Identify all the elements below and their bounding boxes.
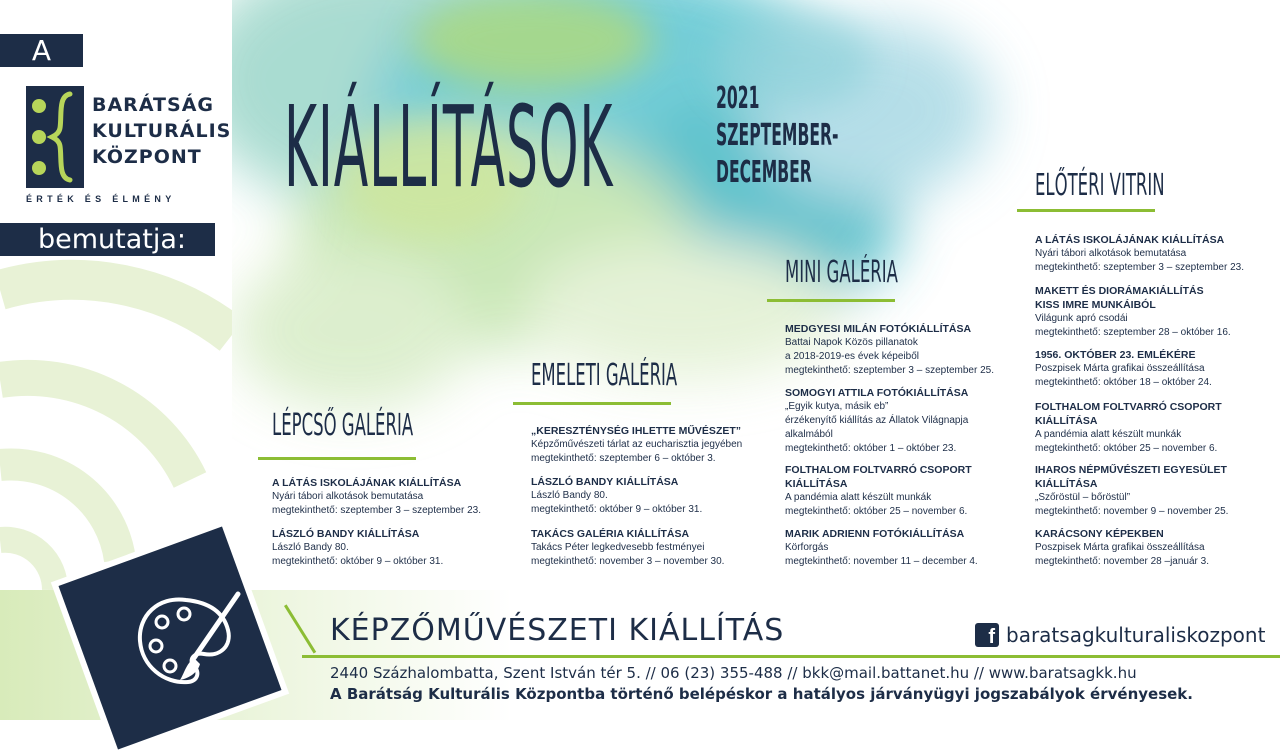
exhibit-desc: Nyári tábori alkotások bemutatása [1035,248,1187,259]
exhibit-title: LÁSZLÓ BANDY KIÁLLÍTÁSA [531,476,679,488]
exhibit-title: FOLTHALOM FOLTVARRÓ CSOPORT [1035,401,1222,413]
exhibit-desc: A pandémia alatt készült munkák [785,492,932,503]
exhibit-date: megtekinthető: szeptember 3 – szeptember 23. [1035,262,1245,273]
exhibit-item [531,424,791,466]
facebook-icon[interactable]: f [975,623,999,647]
exhibit-title-cont: KIÁLLÍTÁSA [785,478,848,490]
exhibit-date: megtekinthető: november 3 – november 30. [531,556,725,567]
exhibit-desc: László Bandy 80. [531,490,608,501]
exhibit-title: MARIK ADRIENN FOTÓKIÁLLÍTÁSA [785,528,965,540]
exhibit-date: megtekinthető: november 28 –január 3. [1035,556,1209,567]
section-title-lepcso: LÉPCSŐ GALÉRIA [272,408,414,443]
exhibit-date: megtekinthető: október 9 – október 31. [531,504,703,515]
contact-info: 2440 Százhalombatta, Szent István tér 5. // 06 (23) 355-488 // bkk@mail.battanet.hu // www.baratsagkk.hu [330,664,1137,682]
logo-line-1: BARÁTSÁG [92,94,214,116]
section-divider [513,402,671,405]
exhibit-title: A LÁTÁS ISKOLÁJÁNAK KIÁLLÍTÁSA [1035,234,1225,246]
exhibit-desc: Takács Péter legkedvesebb festményei [531,542,705,553]
section-title-mini: MINI GALÉRIA [785,255,898,290]
exhibit-title: KARÁCSONY KÉPEKBEN [1035,528,1164,540]
exhibit-date: megtekinthető: október 9 – október 31. [272,556,444,567]
intro-a-label: A [0,34,83,67]
section-divider [258,457,416,460]
exhibit-item [785,527,1045,569]
exhibit-title: TAKÁCS GALÉRIA KIÁLLÍTÁSA [531,528,690,540]
exhibit-item [1035,233,1280,275]
exhibit-title-cont: KIÁLLÍTÁSA [1035,415,1098,427]
exhibit-title-cont: KIÁLLÍTÁSA [1035,478,1098,490]
exhibit-item [1035,400,1280,456]
exhibit-date: megtekinthető: november 11 – december 4. [785,556,978,567]
exhibit-title: MEDGYESI MILÁN FOTÓKIÁLLÍTÁSA [785,323,972,335]
exhibit-desc: Körforgás [785,542,829,553]
exhibit-desc: érzékenyítő kiállítás az Állatok Világnapja [785,415,969,426]
exhibit-item [785,322,1045,378]
exhibit-item [1035,348,1280,390]
exhibit-item [1035,463,1280,519]
exhibit-title-cont: KISS IMRE MUNKÁIBÓL [1035,299,1156,311]
page-title: KIÁLLÍTÁSOK [284,83,614,213]
exhibit-desc: a 2018-2019-es évek képeiből [785,351,919,362]
section-title-eloteri: ELŐTÉRI VITRIN [1035,168,1165,203]
exhibit-desc: alkalmából [785,429,833,440]
footer-divider [302,655,1280,658]
section-title-emeleti: EMELETI GALÉRIA [531,358,678,393]
exhibit-title: MAKETT ÉS DIORÁMAKIÁLLÍTÁS [1035,285,1204,297]
exhibit-item [272,527,532,569]
exhibit-date: megtekinthető: szeptember 3 – szeptember 23. [272,505,482,516]
exhibit-date: megtekinthető: szeptember 3 – szeptember 25. [785,365,995,376]
footer-title: KÉPZŐMŰVÉSZETI KIÁLLÍTÁS [330,613,785,648]
exhibit-date: megtekinthető: november 9 – november 25. [1035,506,1229,517]
exhibit-item [1035,284,1280,340]
exhibit-desc: „Egyik kutya, másik eb” [785,401,889,412]
exhibit-desc: Battai Napok Közös pillanatok [785,337,918,348]
exhibit-title: IHAROS NÉPMŰVÉSZETI EGYESÜLET [1035,464,1227,476]
logo-mark-icon [26,86,84,188]
exhibit-item [531,527,791,569]
exhibit-date: megtekinthető: szeptember 28 – október 16. [1035,327,1231,338]
exhibit-date: megtekinthető: október 25 – november 6. [785,506,968,517]
section-divider [1017,209,1155,212]
year-label: 2021 [716,81,760,116]
exhibit-date: megtekinthető: október 18 – október 24. [1035,377,1212,388]
exhibit-title: A LÁTÁS ISKOLÁJÁNAK KIÁLLÍTÁSA [272,477,462,489]
exhibit-title: LÁSZLÓ BANDY KIÁLLÍTÁSA [272,528,420,540]
exhibit-desc: A pandémia alatt készült munkák [1035,429,1182,440]
exhibit-desc: Képzőművészeti tárlat az eucharisztia jegyében [531,439,743,450]
facebook-handle-link[interactable]: baratsagkulturaliskozpont [1006,623,1266,647]
logo-tagline: ÉRTÉK ÉS ÉLMÉNY [26,194,176,204]
period-line-2: DECEMBER [716,155,812,190]
logo-line-2: KULTURÁLIS [92,120,232,142]
date-range [716,80,838,191]
exhibit-title: „KERESZTÉNYSÉG IHLETTE MŰVÉSZET” [531,425,742,437]
exhibit-title: SOMOGYI ATTILA FOTÓKIÁLLÍTÁSA [785,387,969,399]
exhibit-desc: Világunk apró csodái [1035,313,1128,324]
exhibit-desc: „Szőröstül – bőröstül” [1035,492,1131,503]
covid-notice: A Barátság Kulturális Központba történő belépéskor a hatályos járványügyi jogszabályok érvényesek. [330,685,1193,703]
exhibit-item [785,386,1045,456]
exhibit-desc: László Bandy 80. [272,542,349,553]
palette-brush-icon [128,586,248,696]
logo-line-3: KÖZPONT [92,146,202,168]
exhibit-date: megtekinthető: szeptember 6 – október 3. [531,453,716,464]
presents-label: bemutatja: [0,223,215,256]
exhibit-desc: Poszpisek Márta grafikai összeállítása [1035,542,1205,553]
exhibit-title: FOLTHALOM FOLTVARRÓ CSOPORT [785,464,972,476]
exhibit-item [531,475,791,517]
exhibit-date: megtekinthető: október 1 – október 23. [785,443,957,454]
exhibit-date: megtekinthető: október 25 – november 6. [1035,443,1218,454]
section-divider [767,299,895,302]
exhibit-item [1035,527,1280,569]
exhibit-item [272,476,532,518]
logo-wordmark [92,92,232,170]
exhibit-desc: Poszpisek Márta grafikai összeállítása [1035,363,1205,374]
exhibit-desc: Nyári tábori alkotások bemutatása [272,491,424,502]
period-line-1: SZEPTEMBER- [716,118,839,153]
exhibit-title: 1956. OKTÓBER 23. EMLÉKÉRE [1035,349,1196,361]
exhibit-item [785,463,1045,519]
